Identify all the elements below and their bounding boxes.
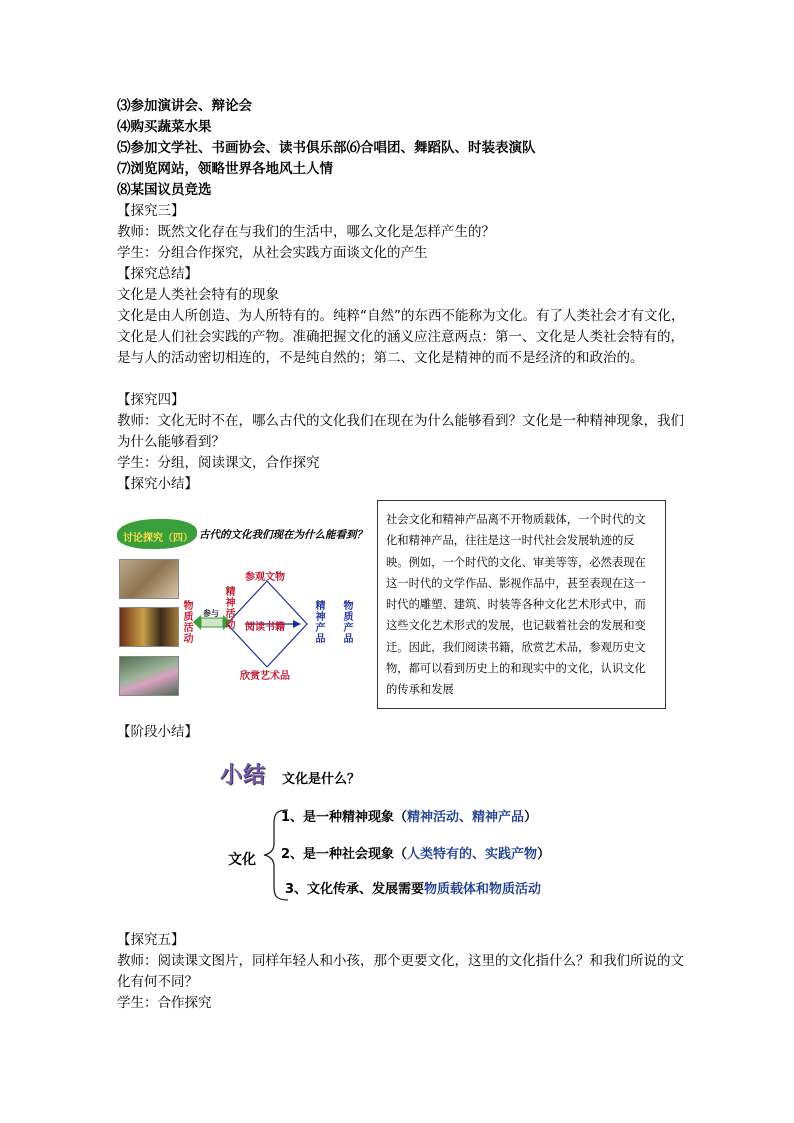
section3-student: 学生：分组合作探究，从社会实践方面谈文化的产生	[117, 245, 428, 261]
summary-line1: 文化是人类社会特有的现象	[117, 287, 279, 303]
stage-summary-heading: 【阶段小结】	[117, 724, 198, 740]
summary-question: 文化是什么？	[282, 772, 361, 787]
section3-heading: 【探究三】	[117, 203, 185, 219]
summary-item-3-highlight: 物质载体和物质活动	[424, 882, 542, 897]
summary-item-1-highlight: 精神活动、精神产品	[407, 810, 525, 825]
section5-teacher: 教师：阅读课文图片，同样年轻人和小孩，那个更要文化，这里的文化指什么？和我们所说的文化有何不同？	[117, 953, 684, 990]
culture-diagram	[117, 515, 365, 690]
list-item-5-6: ⑸参加文学社、书画协会、读书俱乐部⑹合唱团、舞蹈队、时装表演队	[117, 140, 536, 156]
left-inner-label: 精神活动	[225, 587, 236, 631]
list-item-4: ⑷购买蔬菜水果	[117, 119, 212, 135]
summary-item-1-prefix: 1、是一种精神现象（	[281, 810, 408, 825]
section4-small-heading: 【探究小结】	[117, 476, 198, 492]
summary-item-3	[285, 878, 541, 897]
summary-item-3-prefix: 3、文化传承、发展需要	[285, 882, 425, 897]
summary-item-1	[281, 806, 537, 825]
banner-text: 讨论探究（四）	[123, 533, 193, 544]
section4-teacher: 教师：文化无时不在，哪么古代的文化我们在现在为什么能够看到？文化是一种精神现象，我们为什么能够看到？	[117, 413, 684, 450]
explanation-box	[377, 500, 666, 709]
summary-item-2-prefix: 2、是一种社会现象（	[281, 847, 408, 862]
list-item-8: ⑻某国议员竞选	[117, 182, 212, 198]
section4-heading: 【探究四】	[117, 392, 185, 408]
diagram-question: 古代的文化我们现在为什么能看到？	[199, 529, 367, 541]
summary-label: 文化	[228, 852, 256, 868]
summary-heading: 【探究总结】	[117, 266, 198, 282]
summary-paragraph: 文化是由人所创造、为人所特有的。纯粹“自然”的东西不能称为文化。有了人类社会才有文化，文化是人们社会实践的产物。准确把握文化的涵义应注意两点：第一、文化是人类社会特有的，是与人的活动密切相连的，不是纯自然的；第二、文化是精神的而不是经济的和政治的。	[117, 308, 685, 366]
summary-item-2-highlight: 人类特有的、实践产物	[407, 847, 538, 862]
left-vertical-label: 物质活动	[183, 601, 194, 645]
explanation-text: 社会文化和精神产品离不开物质载体，一个时代的文化和精神产品，往往是这一时代社会发展轨迹的反映。例如，一个时代的文化、审美等等，必然表现在这一时代的文学作品、影视作品中，甚至表现在这一时代的雕塑、建筑、时装等各种文化艺术形式中，而这些文化艺术形式的发展，也记载着社会的发展和变迁。因此，我们阅读书籍，欣赏艺术品，参观历史文物，都可以看到历史上的和现实中的文化，认识文化的传承和发展	[386, 513, 646, 697]
summary-item-1-suffix: ）	[524, 810, 538, 825]
right-inner-label: 精神产品	[315, 601, 326, 645]
diagram-bottom-label: 欣赏艺术品	[240, 671, 290, 682]
right-vertical-label: 物质产品	[343, 601, 354, 645]
diagram-lines	[117, 515, 365, 690]
list-item-7: ⑺浏览网站，领略世界各地风土人情	[117, 161, 333, 177]
section3-teacher: 教师：既然文化存在与我们的生活中，哪么文化是怎样产生的？	[117, 224, 495, 240]
section5-student: 学生：合作探究	[117, 995, 212, 1011]
left-arrow-label: 参与	[203, 609, 219, 618]
section5-heading: 【探究五】	[117, 932, 185, 948]
summary-item-2	[281, 843, 550, 862]
diagram-top-label: 参观文物	[245, 572, 285, 583]
list-item-3: ⑶参加演讲会、辩论会	[117, 98, 252, 114]
summary-item-2-suffix: ）	[537, 847, 551, 862]
diagram-middle-label: 阅读书籍	[245, 622, 285, 633]
section4-student: 学生：分组，阅读课文，合作探究	[117, 455, 320, 471]
summary-title-glyph: 小结	[220, 762, 267, 788]
